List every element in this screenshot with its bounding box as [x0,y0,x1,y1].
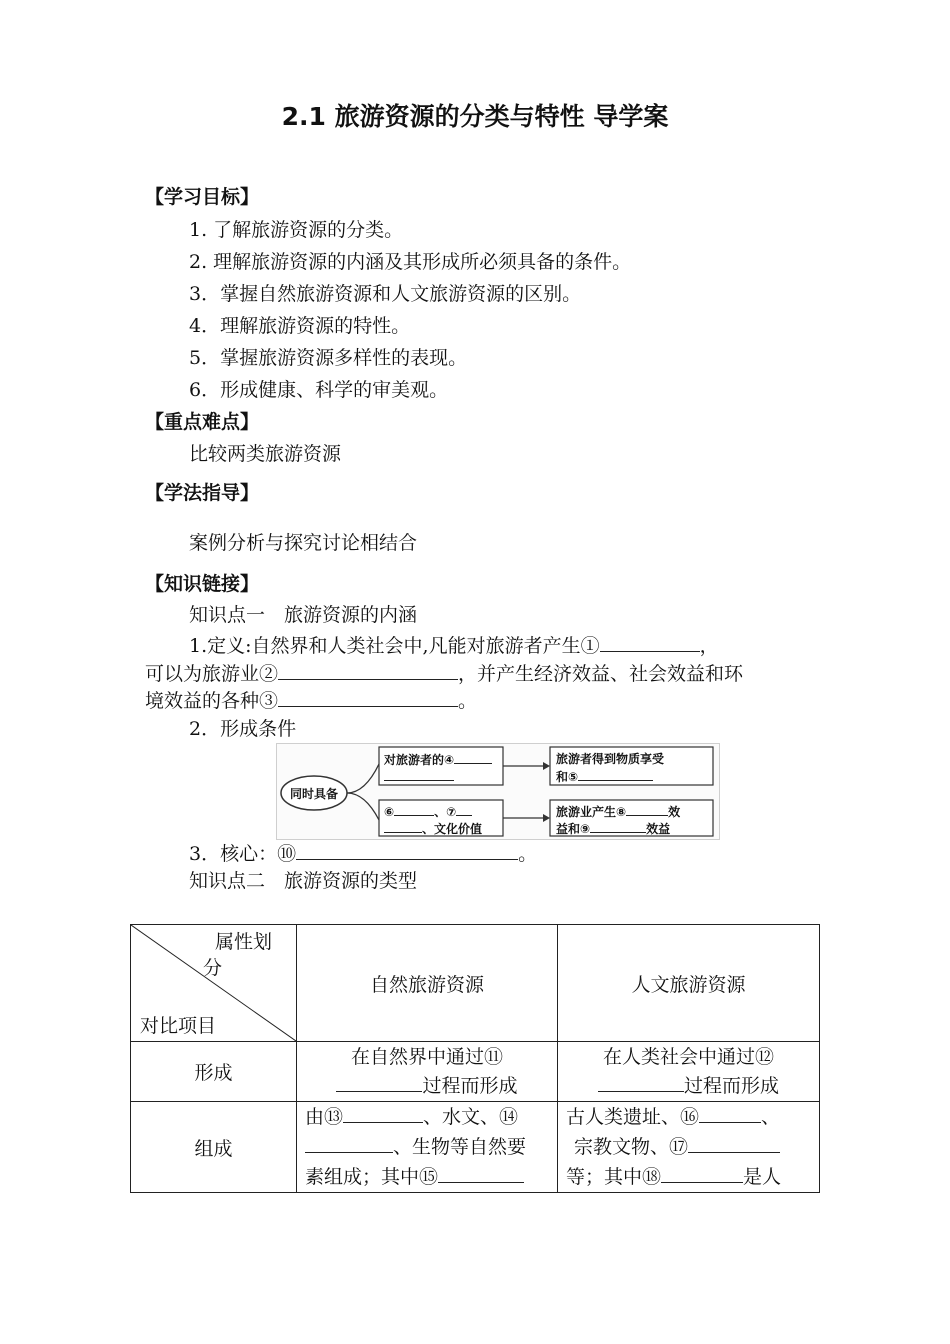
blank-4b[interactable] [384,767,454,781]
diagram-box2-text: 旅游者得到物质享受 [556,752,665,766]
header-cultural: 人文旅游资源 [558,925,820,1042]
blank-2[interactable] [278,659,458,680]
diagram-label: 、文化价值 [422,822,483,836]
table-row [131,1102,820,1193]
cell-text-line [297,1071,557,1100]
arrow-bottom-head [543,814,550,822]
definition-text: 境效益的各种③ [145,690,279,712]
cell-text: 在自然界中通过⑪ [350,1045,503,1068]
definition-text: ，并产生经济效益、社会效益和环 [458,663,744,685]
cell-text-line [305,1102,557,1132]
diagram-label: 益和⑨ [556,822,591,836]
diagram-box4-line2 [556,819,670,837]
corner-bottom-label: 对比项目 [140,1015,217,1037]
blank-5[interactable] [578,767,653,781]
blank-4[interactable] [454,750,492,764]
method-heading: 【学法指导】 [145,482,260,504]
blank-10[interactable] [296,839,518,860]
diagram-label: 、⑦ [434,805,457,819]
goal-item: 4．理解旅游资源的特性。 [189,315,411,337]
table-row [131,1042,820,1102]
blank-1[interactable] [600,631,700,652]
core-line [189,839,537,866]
blank-6[interactable] [394,802,434,816]
diagram-box2-line2 [556,767,653,785]
condition-diagram [276,743,720,840]
row-label-composition: 组成 [131,1102,297,1193]
cell-natural-composition [297,1102,558,1193]
cell-cultural-formation [558,1042,820,1102]
cell-text: 古人类遗址、⑯ [566,1106,700,1128]
cell-text: 、生物等自然要 [393,1136,527,1158]
blank-3[interactable] [278,686,458,707]
diagram-label: 效 [668,805,681,819]
blank-11[interactable] [336,1071,422,1092]
corner-cell [131,925,297,1042]
goal-item: 2. 理解旅游资源的内涵及其形成所必须具备的条件。 [189,251,632,273]
core-text: 。 [518,843,538,865]
blank-16[interactable] [699,1102,761,1123]
links-heading: 【知识链接】 [145,573,260,595]
cell-text: 过程而形成 [683,1074,779,1097]
diagram-box4-text [556,802,680,820]
diagram-box1-line2 [384,767,454,784]
core-text: 3．核心：⑩ [189,843,297,865]
diagram-box3-line2 [384,819,482,837]
blank-18[interactable] [661,1162,743,1183]
cell-text-line [566,1132,819,1162]
cell-cultural-composition [558,1102,820,1193]
blank-15[interactable] [438,1162,524,1183]
blank-9[interactable] [590,819,646,833]
table-header-row [131,925,820,1042]
page-title: 2.1 旅游资源的分类与特性 导学案 [281,102,669,131]
cell-text: 宗教文物、⑰ [574,1136,689,1158]
branch-line-bottom [347,793,379,820]
comparison-table [130,924,820,1193]
cell-text: 、 [761,1106,781,1128]
cell-text: 、水文、⑭ [423,1106,519,1128]
definition-text: 。 [458,690,478,712]
diagram-label: 效益 [646,822,671,836]
definition-line-1 [189,631,719,658]
blank-14[interactable] [305,1132,393,1153]
cell-text-line [566,1162,819,1192]
corner-top-label: 属性划 [215,931,273,953]
cell-text: 过程而形成 [422,1074,518,1097]
goal-item: 3．掌握自然旅游资源和人文旅游资源的区别。 [189,283,582,305]
cell-text-line [305,1162,557,1192]
goals-heading: 【学习目标】 [145,186,260,208]
cell-text-line [558,1071,819,1100]
point2-title: 知识点二 旅游资源的类型 [189,870,418,892]
condition-title: 2．形成条件 [189,718,297,740]
cell-text: 素组成；其中⑮ [305,1166,439,1188]
cell-text: 等；其中⑱ [566,1166,662,1188]
cell-text: 是人 [743,1166,782,1188]
arrow-top-head [543,762,550,770]
definition-line-3 [145,686,477,713]
cell-text: 由⑬ [305,1106,344,1128]
blank-8[interactable] [626,802,668,816]
blank-13[interactable] [343,1102,423,1123]
cell-text: 在人类社会中通过⑫ [602,1045,774,1068]
cell-text-line [566,1102,819,1132]
branch-line-top [347,764,379,793]
diagram-label: 和⑤ [556,770,579,784]
diagram-label: ⑥ [384,805,395,819]
cell-natural-formation [297,1042,558,1102]
blank-12[interactable] [598,1071,684,1092]
definition-text: ， [699,635,719,657]
goal-item: 1. 了解旅游资源的分类。 [189,219,404,241]
method-text: 案例分析与探究讨论相结合 [189,532,418,554]
definition-text: 可以为旅游业② [145,663,279,685]
diagram-box1-text [384,750,492,768]
blank-7[interactable] [456,802,472,816]
point1-title: 知识点一 旅游资源的内涵 [189,604,418,626]
goal-item: 6．形成健康、科学的审美观。 [189,379,449,401]
key-heading: 【重点难点】 [145,411,260,433]
diagram-label: 对旅游者的④ [384,753,455,767]
corner-top-label-2: 分 [203,957,223,979]
definition-line-2 [145,659,743,686]
blank-7b[interactable] [384,819,422,833]
blank-17[interactable] [688,1132,780,1153]
diagram-center-label: 同时具备 [290,787,339,801]
row-label-formation: 形成 [131,1042,297,1102]
diagram-label: 旅游业产生⑧ [556,805,627,819]
cell-text-line [305,1132,557,1162]
definition-text: 1.定义:自然界和人类社会中,凡能对旅游者产生① [189,635,600,657]
key-text: 比较两类旅游资源 [189,443,342,465]
goal-item: 5．掌握旅游资源多样性的表现。 [189,347,468,369]
header-natural: 自然旅游资源 [297,925,558,1042]
diagram-box3-text [384,802,472,820]
